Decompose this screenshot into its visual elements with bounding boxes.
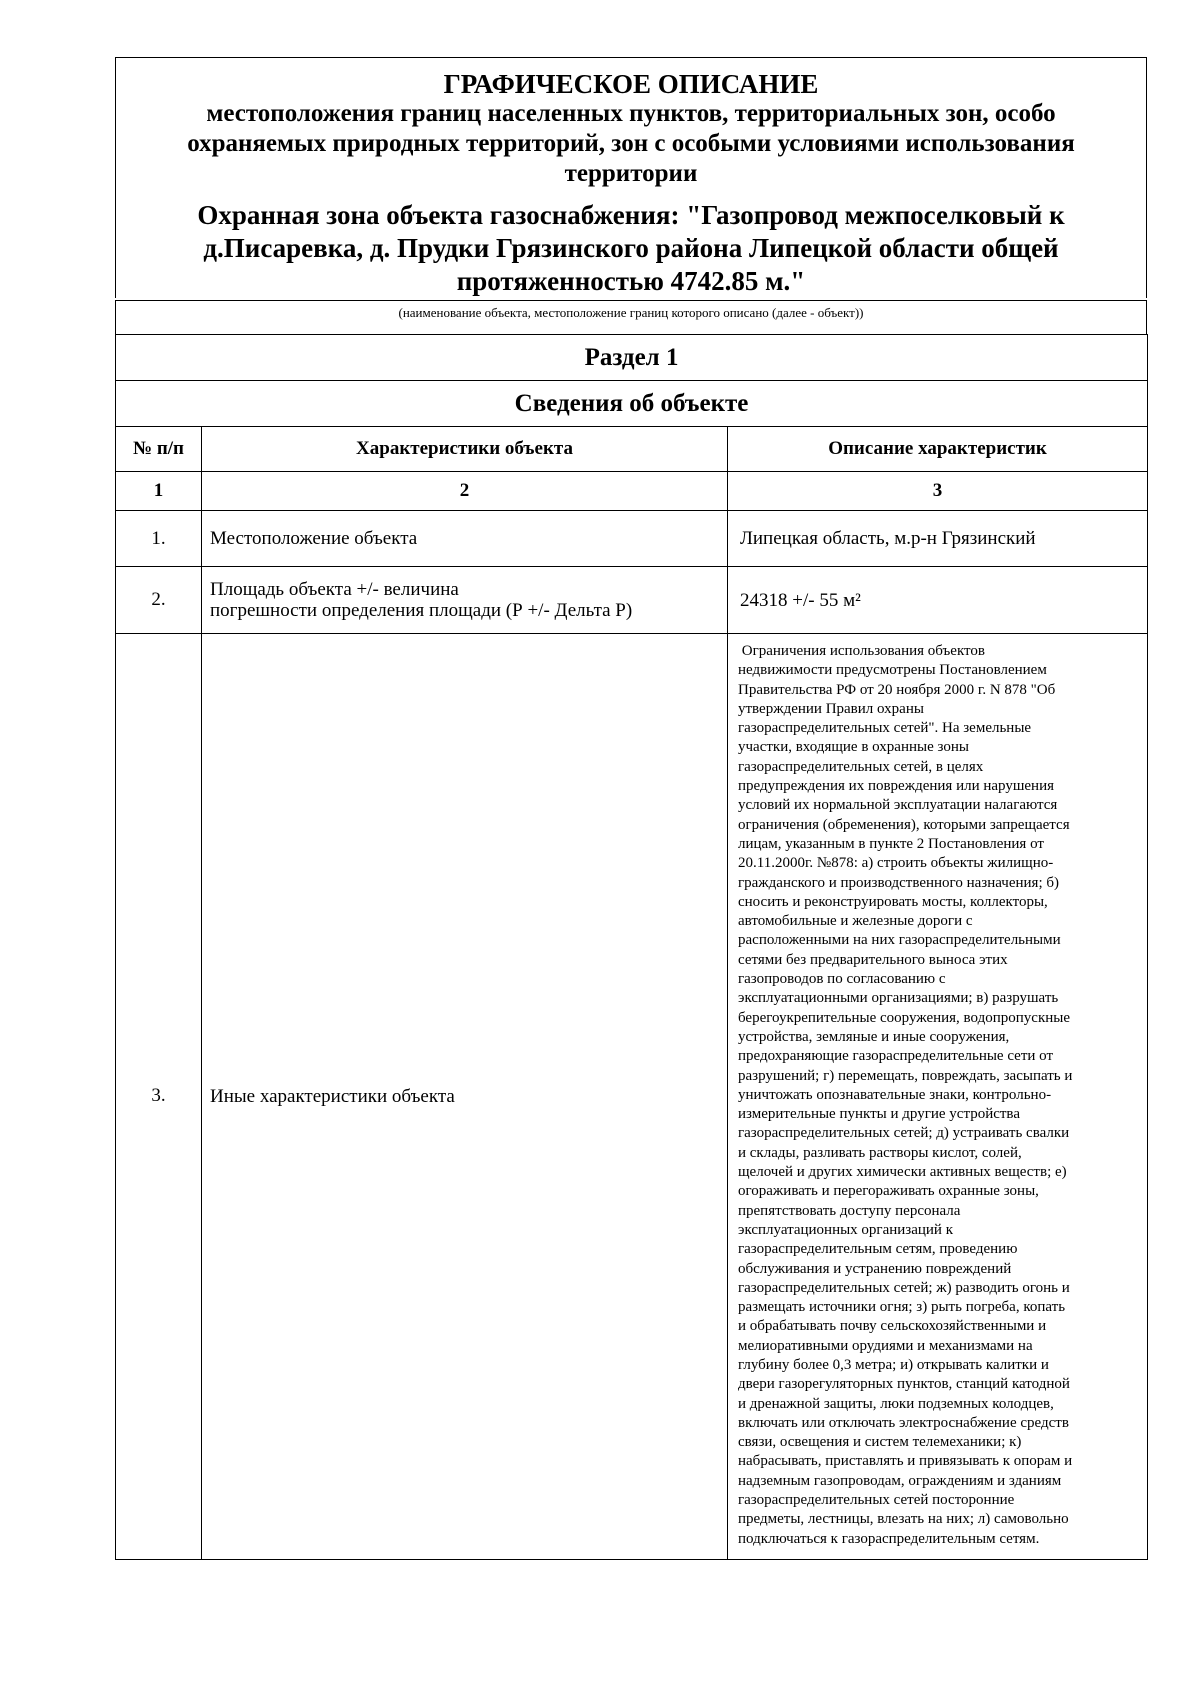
column-number: 3: [728, 472, 1148, 511]
description-line: сносить и реконструировать мосты, коллекторы,: [738, 893, 1048, 910]
description-line: мелиоративными орудиями и механизмами на: [738, 1337, 1033, 1354]
row-number: 2.: [116, 567, 202, 634]
description-line: сетями без предварительного выноса этих: [738, 951, 1008, 968]
column-header-row: [116, 427, 1148, 472]
object-name: [126, 199, 1136, 298]
section-subtitle-row: [116, 381, 1148, 427]
description-line: измерительные пункты и другие устройства: [738, 1106, 1020, 1123]
subtitle-line: местоположения границ населенных пунктов, территориальных зон, особо: [206, 100, 1056, 127]
description-line: ограничения (обременения), которыми запрещается: [738, 816, 1070, 833]
description-line: и обрабатывать почву сельскохозяйственными и: [738, 1318, 1047, 1335]
description-line: газораспределительных сетей; д) устраивать свалки: [738, 1125, 1070, 1142]
table-row: [116, 634, 1148, 1560]
description-line: уничтожать опознавательные знаки, контрольно-: [738, 1086, 1052, 1103]
description-line: 20.11.2000г. №878: а) строить объекты жилищно-: [738, 855, 1054, 872]
description-line: разрушений; г) перемещать, повреждать, засыпать и: [738, 1067, 1073, 1084]
description-line: газораспределительных сетей посторонние: [738, 1492, 1015, 1509]
column-header-description: Описание характеристик: [728, 427, 1148, 472]
document-sheet: [115, 57, 1147, 1560]
description-line: препятствовать доступу персонала: [738, 1202, 961, 1219]
description-line: участки, входящие в охранные зоны: [738, 739, 969, 756]
column-number: 2: [202, 472, 728, 511]
description-line: лицам, указанным в пункте 2 Постановления от: [738, 835, 1044, 852]
description-line: глубину более 0,3 метра; и) открывать калитки и: [738, 1356, 1049, 1373]
description-line: условий их нормальной эксплуатации налагаются: [738, 797, 1058, 814]
description-line: автомобильные и железные дороги с: [738, 913, 973, 930]
description-line: газораспределительных сетей; ж) разводить огонь и: [738, 1279, 1070, 1296]
description-line: щелочей и других химически активных веществ; е): [738, 1164, 1067, 1181]
description-line: расположенными на них газораспределительными: [738, 932, 1061, 949]
description-line: размещать источники огня; з) рыть погреба, копать: [738, 1299, 1066, 1316]
description-line: обслуживания и устранению повреждений: [738, 1260, 1012, 1277]
column-number-row: [116, 472, 1148, 511]
row-characteristic: [202, 567, 728, 634]
document-title: ГРАФИЧЕСКОЕ ОПИСАНИЕ: [443, 69, 819, 99]
object-name-line: Охранная зона объекта газоснабжения: "Газопровод межпоселковый к: [197, 200, 1065, 230]
description-line: газораспределительных сетей, в целях: [738, 758, 984, 775]
description-line: недвижимости предусмотрены Постановлением: [738, 662, 1047, 679]
column-number: 1: [116, 472, 202, 511]
description-line: газопроводов по согласованию с: [738, 971, 946, 988]
column-header-characteristic: Характеристики объекта: [202, 427, 728, 472]
description-line: Правительства РФ от 20 ноября 2000 г. N 878 "Об: [738, 681, 1056, 698]
section-title: Раздел 1: [116, 335, 1148, 381]
subtitle-line: территории: [564, 160, 698, 187]
row-characteristic: Местоположение объекта: [202, 511, 728, 567]
description-line: предупреждения их повреждения или нарушения: [738, 778, 1055, 795]
object-caption: (наименование объекта, местоположение границ которого описано (далее - объект)): [115, 300, 1147, 334]
description-line: газораспределительным сетям, проведению: [738, 1241, 1018, 1258]
section-subtitle: Сведения об объекте: [116, 381, 1148, 427]
description-line: включать или отключать электроснабжение средств: [738, 1414, 1069, 1431]
description-line: эксплуатационных организаций к: [738, 1221, 953, 1238]
row-characteristic-line: Площадь объекта +/- величина: [210, 579, 459, 600]
description-line: огораживать и перегораживать охранные зоны,: [738, 1183, 1039, 1200]
object-name-line: д.Писаревка, д. Прудки Грязинского района Липецкой области общей: [203, 233, 1059, 263]
table-row: [116, 567, 1148, 634]
column-header-num: № п/п: [116, 427, 202, 472]
description-line: эксплуатационными организациями; в) разрушать: [738, 990, 1059, 1007]
description-line: предохраняющие газораспределительные сети от: [738, 1048, 1054, 1065]
row-description: Липецкая область, м.р-н Грязинский: [728, 511, 1148, 567]
description-line: набрасывать, приставлять и привязывать к опорам и: [738, 1453, 1073, 1470]
row-number: 3.: [116, 634, 202, 1560]
subtitle-line: охраняемых природных территорий, зон с особыми условиями использования: [187, 130, 1075, 157]
row-description: 24318 +/- 55 м²: [728, 567, 1148, 634]
description-line: связи, освещения и систем телемеханики; к): [738, 1434, 1022, 1451]
table-row: [116, 511, 1148, 567]
description-line: берегоукрепительные сооружения, водопропускные: [738, 1009, 1070, 1026]
description-line: утверждении Правил охраны: [738, 700, 924, 717]
description-line: устройства, земляные и иные сооружения,: [738, 1028, 1010, 1045]
row-characteristic: Иные характеристики объекта: [202, 634, 728, 1560]
row-number: 1.: [116, 511, 202, 567]
description-line: и склады, разливать растворы кислот, солей,: [738, 1144, 1022, 1161]
section-title-row: [116, 335, 1148, 381]
object-info-table: [115, 334, 1148, 1560]
description-line: предметы, лестницы, влезать на них; л) самовольно: [738, 1511, 1069, 1528]
description-line: и дренажной защиты, люки подземных колодцев,: [738, 1395, 1054, 1412]
description-line: надземным газопроводам, ограждениям и зданиям: [738, 1472, 1062, 1489]
description-line: гражданского и производственного назначения; б): [738, 874, 1059, 891]
object-name-line: протяженностью 4742.85 м.": [456, 266, 806, 296]
row-description: [728, 634, 1148, 1560]
description-line: Ограничения использования объектов: [738, 643, 985, 659]
row-characteristic-line: погрешности определения площади (Р +/- Дельта Р): [210, 600, 633, 621]
document-header: [115, 57, 1147, 298]
description-line: газораспределительных сетей". На земельные: [738, 720, 1032, 737]
description-line: подключаться к газораспределительным сетям.: [738, 1530, 1040, 1547]
description-line: двери газорегуляторных пунктов, станций катодной: [738, 1376, 1070, 1393]
